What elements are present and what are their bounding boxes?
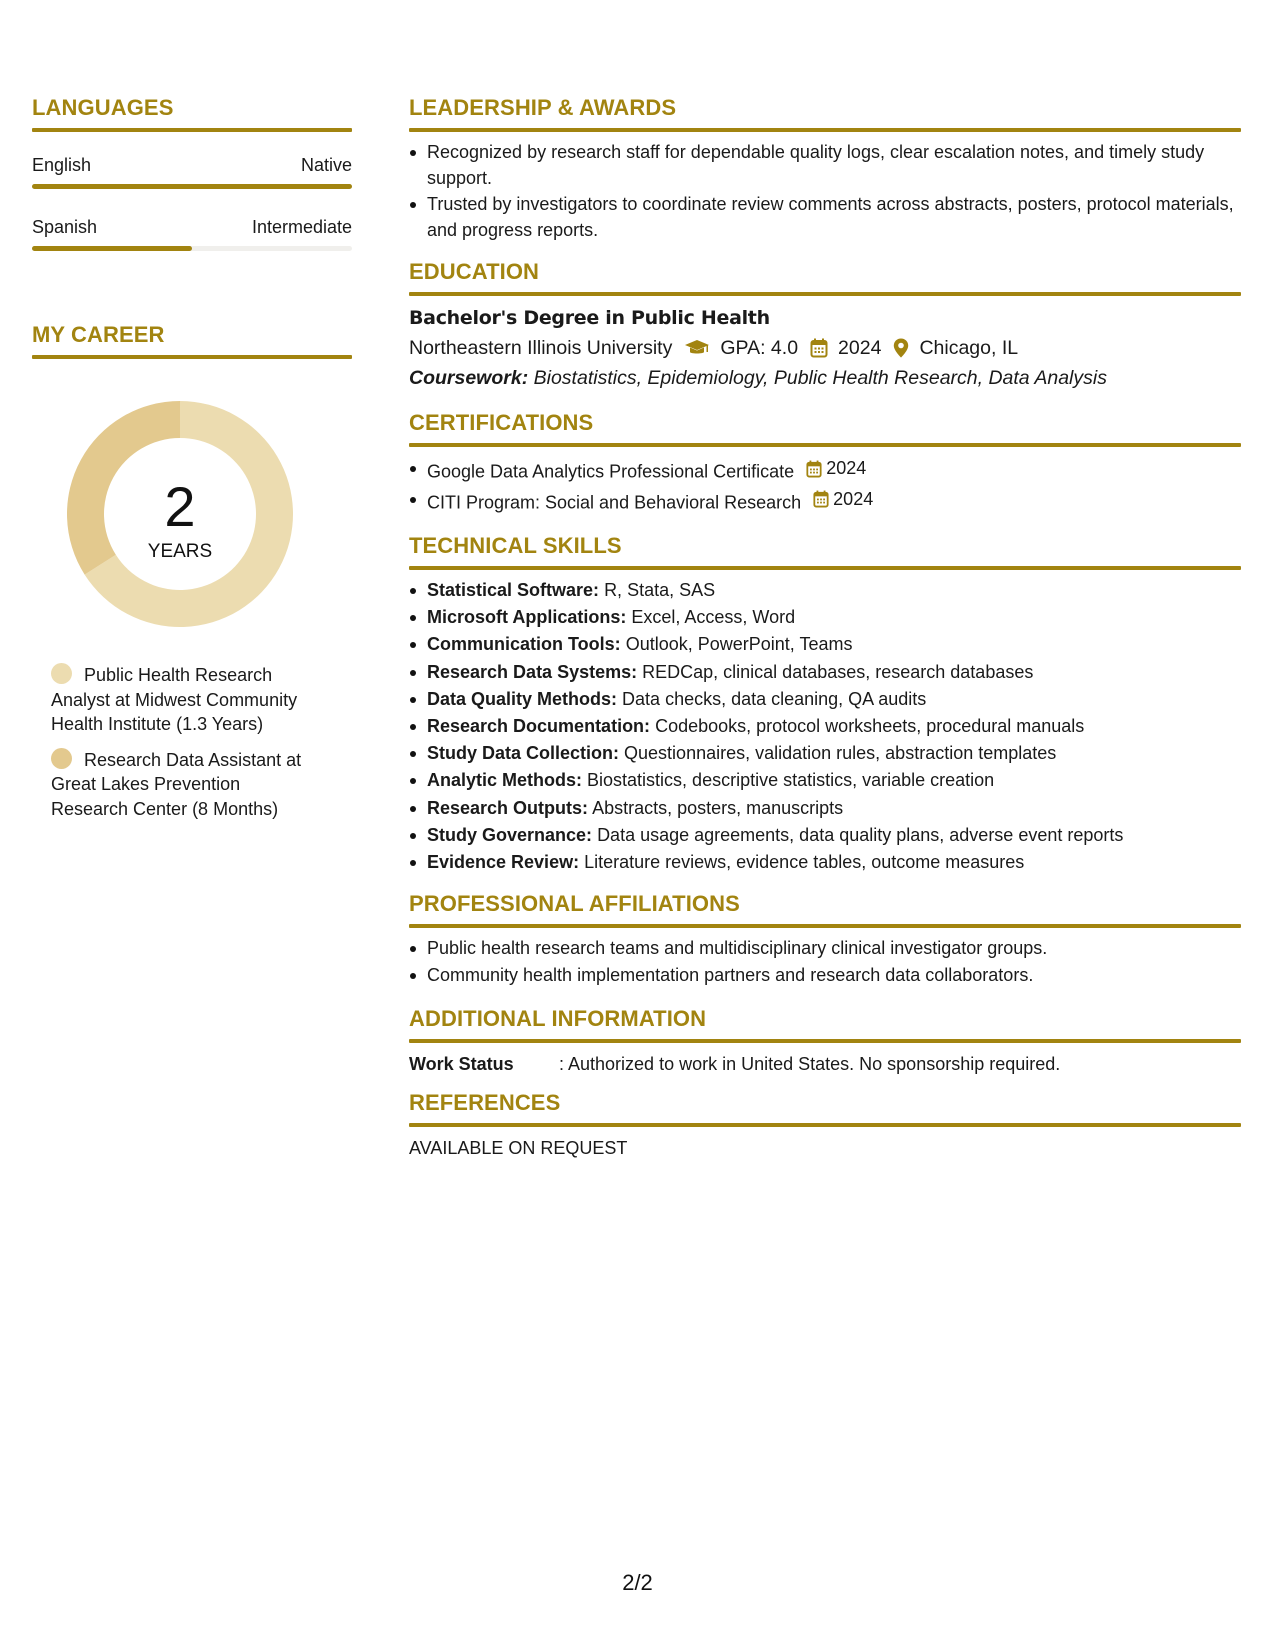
section-divider: [32, 355, 352, 359]
list-item: [409, 455, 1241, 486]
language-proficiency-fill: [32, 246, 192, 251]
education-title: EDUCATION: [409, 259, 540, 284]
skill-category: Microsoft Applications:: [427, 607, 627, 628]
education-year: 2024: [838, 337, 882, 359]
skill-item: [409, 822, 1241, 849]
language-proficiency-fill: [32, 184, 352, 189]
list-item: Trusted by investigators to coordinate review comments across abstracts, posters, protocol materials, and progress reports.: [409, 191, 1241, 243]
skill-item: [409, 849, 1241, 876]
references-text: AVAILABLE ON REQUEST: [409, 1138, 628, 1159]
certification-year-wrap: [806, 455, 866, 482]
skill-item: [409, 686, 1241, 713]
career-total-label: YEARS: [147, 541, 213, 562]
career-legend-item: [51, 663, 321, 737]
skill-category: Evidence Review:: [427, 852, 580, 873]
career-legend-label: Public Health Research Analyst at Midwest Community Health Institute (1.3 Years): [51, 665, 298, 734]
coursework-value: Biostatistics, Epidemiology, Public Health Research, Data Analysis: [533, 367, 1107, 389]
career-legend-label: Research Data Assistant at Great Lakes Prevention Research Center (8 Months): [51, 749, 302, 819]
language-name: English: [32, 155, 92, 175]
left-column: [32, 94, 352, 821]
languages-title: LANGUAGES: [32, 95, 174, 120]
coursework-label: Coursework:: [409, 367, 529, 389]
skill-values: Excel, Access, Word: [631, 607, 796, 628]
certifications-title: CERTIFICATIONS: [409, 410, 594, 435]
additional-title: ADDITIONAL INFORMATION: [409, 1006, 707, 1032]
affiliations-section: [409, 890, 1241, 989]
skill-values: Questionnaires, validation rules, abstraction templates: [624, 743, 1057, 764]
skill-values: Abstracts, posters, manuscripts: [592, 797, 844, 818]
skill-category: Analytic Methods:: [427, 770, 583, 791]
certifications-list: [409, 455, 1241, 516]
language-name: Spanish: [32, 217, 98, 237]
skill-values: REDCap, clinical databases, research databases: [642, 661, 1034, 682]
language-proficiency-bar: [32, 184, 352, 189]
certification-name: Google Data Analytics Professional Certificate: [427, 461, 795, 482]
legend-dot-icon: [51, 748, 72, 769]
career-legend: [32, 663, 352, 821]
skill-values: R, Stata, SAS: [604, 580, 716, 600]
calendar-icon: [806, 460, 822, 478]
education-school: Northeastern Illinois University: [409, 337, 673, 359]
education-degree: Bachelor's Degree in Public Health: [409, 307, 770, 329]
list-item: [409, 486, 1241, 517]
skills-section: [409, 532, 1241, 876]
skill-category: Research Data Systems:: [427, 661, 638, 682]
list-item: Recognized by research staff for dependable quality logs, clear escalation notes, and timely study support.: [409, 139, 1241, 191]
career-legend-item: [51, 748, 321, 822]
skill-category: Research Documentation:: [427, 716, 651, 737]
skill-values: Literature reviews, evidence tables, outcome measures: [584, 852, 1025, 873]
skills-list: [409, 577, 1241, 876]
donut-center: [67, 401, 293, 627]
leadership-title: LEADERSHIP & AWARDS: [409, 95, 677, 120]
skill-values: Data usage agreements, data quality plans, adverse event reports: [597, 824, 1124, 845]
affiliations-title: PROFESSIONAL AFFILIATIONS: [409, 891, 740, 917]
skill-values: Biostatistics, descriptive statistics, variable creation: [587, 770, 995, 791]
list-item: Public health research teams and multidisciplinary clinical investigator groups.: [409, 935, 1241, 962]
education-section: [409, 258, 1241, 393]
language-level: Native: [300, 155, 352, 175]
section-divider: [409, 128, 1241, 132]
section-divider: [409, 566, 1241, 570]
leadership-section: [409, 94, 1241, 243]
certification-name: CITI Program: Social and Behavioral Research: [427, 492, 802, 512]
references-section: [409, 1089, 1241, 1159]
section-divider: [409, 1039, 1241, 1043]
language-entry-english: [32, 154, 352, 189]
education-location: Chicago, IL: [919, 337, 1019, 359]
work-status-row: [409, 1053, 1241, 1075]
career-title: MY CAREER: [32, 322, 165, 347]
certification-year: 2024: [826, 458, 867, 478]
affiliations-list: [409, 935, 1241, 989]
skill-category: Statistical Software:: [427, 580, 600, 600]
skills-title: TECHNICAL SKILLS: [409, 533, 622, 558]
language-level: Intermediate: [251, 217, 352, 237]
section-divider: [409, 443, 1241, 447]
skill-values: Outlook, PowerPoint, Teams: [625, 634, 853, 655]
skill-category: Communication Tools:: [427, 634, 621, 655]
education-coursework: [409, 363, 1241, 393]
skill-category: Study Governance:: [427, 824, 593, 845]
skill-item: [409, 713, 1241, 740]
skill-item: [409, 740, 1241, 767]
work-status-value: : Authorized to work in United States. No sponsorship required.: [559, 1054, 1061, 1075]
skill-item: [409, 795, 1241, 822]
language-entry-spanish: [32, 216, 352, 251]
certifications-section: [409, 409, 1241, 516]
skill-item: [409, 767, 1241, 794]
skill-item: [409, 631, 1241, 658]
certification-year: 2024: [833, 488, 874, 509]
skill-category: Study Data Collection:: [427, 743, 620, 764]
legend-dot-icon: [51, 663, 72, 684]
education-gpa: GPA: 4.0: [720, 337, 799, 359]
list-item: Community health implementation partners and research data collaborators.: [409, 962, 1241, 989]
section-divider: [32, 128, 352, 132]
skill-category: Data Quality Methods:: [427, 688, 618, 709]
references-title: REFERENCES: [409, 1090, 561, 1116]
skill-category: Research Outputs:: [427, 797, 589, 818]
additional-section: [409, 1005, 1241, 1075]
work-status-key: Work Status: [409, 1054, 514, 1075]
skill-values: Codebooks, protocol worksheets, procedural manuals: [655, 716, 1085, 737]
map-pin-icon: [893, 338, 909, 358]
certification-year-wrap: [813, 486, 873, 513]
page-number: 2/2: [622, 1570, 653, 1595]
skill-item: [409, 604, 1241, 631]
career-donut-chart: [67, 401, 293, 627]
language-proficiency-bar: [32, 246, 352, 251]
skill-values: Data checks, data cleaning, QA audits: [622, 688, 927, 709]
skill-item: [409, 577, 1241, 604]
calendar-icon: [810, 338, 828, 358]
skill-item: [409, 659, 1241, 686]
section-divider: [409, 292, 1241, 296]
career-section: [32, 321, 352, 821]
languages-section: [32, 94, 352, 251]
graduation-cap-icon: [684, 339, 710, 357]
section-divider: [409, 924, 1241, 928]
education-details: [409, 333, 1241, 363]
calendar-icon: [813, 490, 829, 508]
leadership-list: [409, 139, 1241, 243]
section-divider: [409, 1123, 1241, 1127]
career-total-years: 2: [164, 475, 196, 538]
right-column: [409, 94, 1241, 1159]
